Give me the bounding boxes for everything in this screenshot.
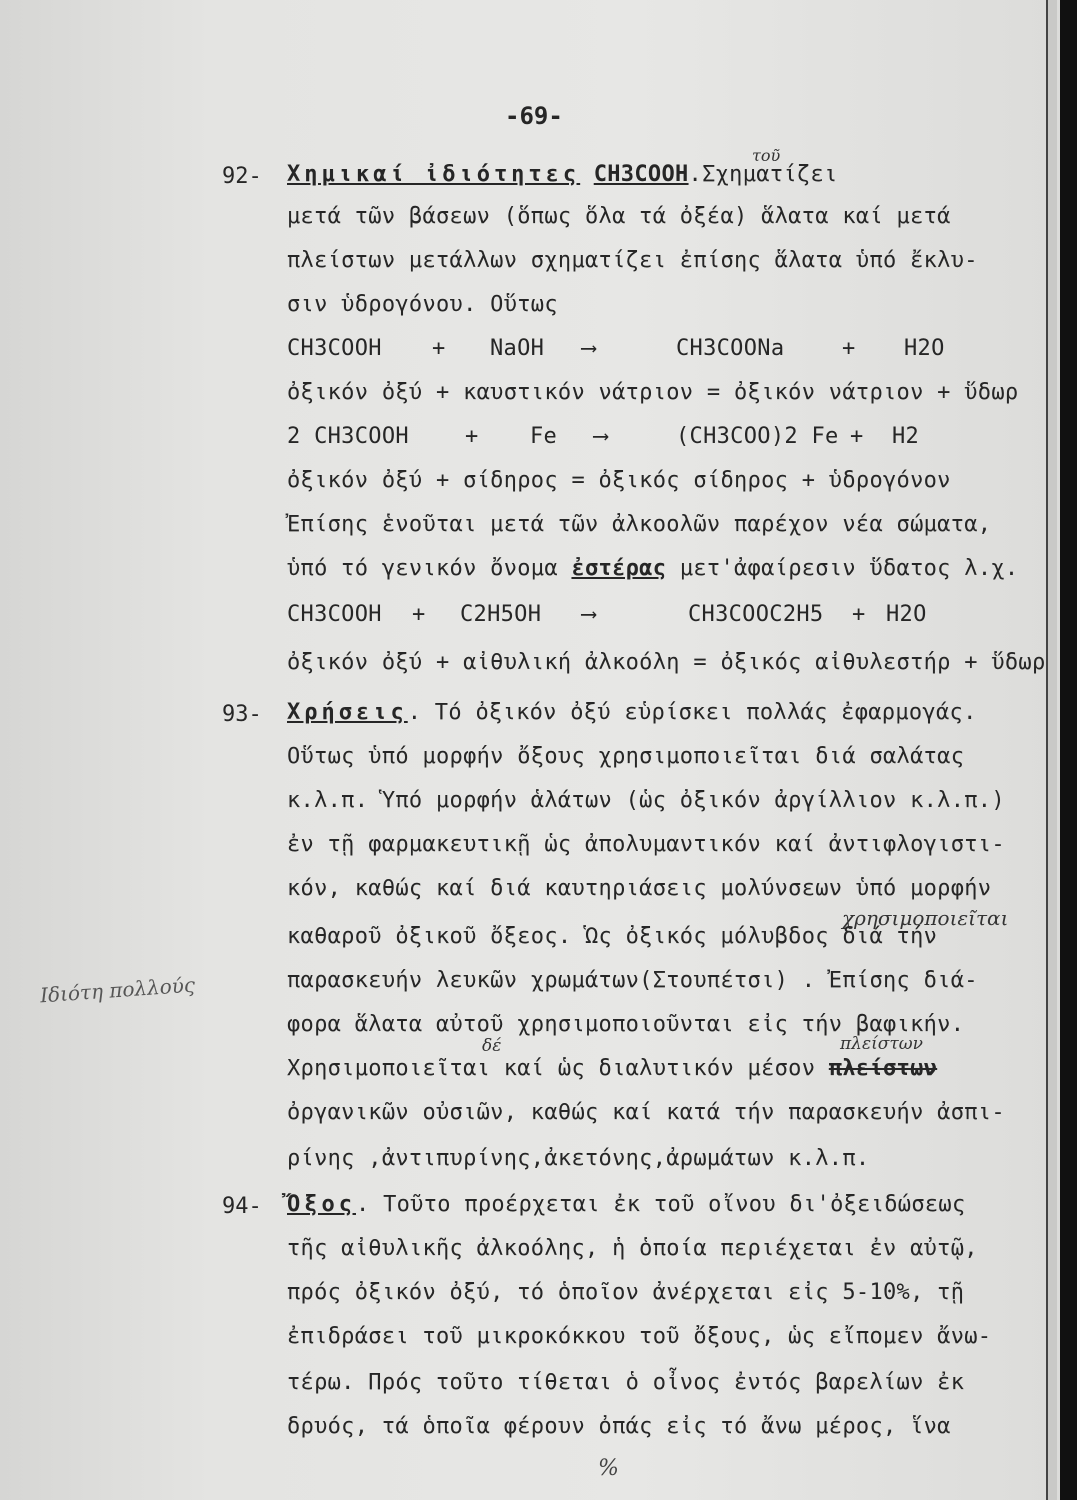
section-93-line-5: καθαροῦ ὀξικοῦ ὄξεος. Ὡς ὀξικός μόλυβδος διά τήν (287, 924, 938, 949)
section-93-line-3: ἐν τῇ φαρμακευτικῇ ὡς ἀπολυμαντικόν καί ἀντιφλογιστι- (287, 832, 1005, 857)
section-92-line-1: μετά τῶν βάσεων (ὅπως ὅλα τά ὀξέα) ἅλατα καί μετά (287, 204, 951, 229)
section-92-line-2: πλείστων μετάλλων σχηματίζει ἐπίσης ἅλατα ὑπό ἔκλυ- (287, 248, 978, 273)
section-92-line-0: .Σχηματίζει (688, 162, 838, 187)
section-93-line-6: παρασκευήν λευκῶν χρωμάτων(Στουπέτσι) . Ἐπίσης διά- (287, 968, 978, 993)
handwritten-insert-2: δέ (482, 1036, 502, 1056)
eq1-term: CH3COOH (287, 336, 382, 361)
eq2-names: ὀξικόν ὀξύ + σίδηρος = ὀξικός σίδηρος + ὑδρογόνον (287, 468, 951, 493)
section-94-line-5: δρυός, τά ὁποῖα φέρουν ὀπάς εἰς τό ἄνω μέρος, ἵνα (287, 1414, 951, 1439)
eq3-term: CH3COOC2H5 (688, 602, 824, 627)
eq1-plus: + (842, 336, 856, 361)
section-number-92: 92- (222, 164, 262, 189)
section-93-line-7: φορα ἅλατα αὐτοῦ χρησιμοποιοῦνται εἰς τήν βαφικήν. (287, 1012, 965, 1037)
section-93-line-8: Χρησιμοποιεῖται καί ὡς διαλυτικόν μέσον (287, 1056, 816, 1081)
page-edge (1046, 0, 1057, 1500)
eq3-plus: + (412, 602, 426, 627)
reaction-arrow: ⟶ (594, 424, 608, 449)
page-number: -69- (505, 102, 563, 130)
section-93-heading-line (287, 700, 977, 726)
section-92-line-3: σιν ὑδρογόνου. Οὕτως (287, 292, 558, 317)
ester-line-1 (287, 556, 1018, 582)
section-92-heading-line (287, 162, 838, 188)
section-94-line-2: πρός ὀξικόν ὀξύ, τό ὁποῖον ἀνέρχεται εἰς 5-10%, τῇ (287, 1280, 965, 1305)
section-number-94: 94- (222, 1194, 262, 1219)
section-94-line-1: τῆς αἰθυλικῆς ἀλκοόλης, ἡ ὁποία περιέχεται ἐν αὐτῷ, (287, 1236, 978, 1261)
eq3-term: C2H5OH (460, 602, 542, 627)
reaction-arrow: ⟶ (582, 602, 596, 627)
eq1-term: NaOH (490, 336, 545, 361)
eq2-term: Fe (530, 424, 558, 449)
handwritten-insert-1: χρησιμοποιεῖται (842, 906, 1009, 930)
section-93-line-8-wrap (287, 1056, 937, 1082)
eq1-names: ὀξικόν ὀξύ + καυστικόν νάτριον = ὀξικόν νάτριον + ὕδωρ (287, 380, 1019, 405)
eq2-term: H2 (892, 424, 920, 449)
struck-word: πλείστων (828, 1056, 938, 1081)
ester-text-b: μετ'ἀφαίρεσιν ὕδατος λ.χ. (679, 556, 1019, 581)
section-93-heading: Χρήσεις (287, 700, 408, 725)
handwritten-annotation-tou: τοῦ (752, 146, 781, 165)
eq3-names: ὀξικόν ὀξύ + αἰθυλική ἀλκοόλη = ὀξικός αἰθυλεστήρ + ὕδωρ (287, 650, 1046, 675)
eq3-term: H2O (886, 602, 927, 627)
reaction-arrow: ⟶ (582, 336, 596, 361)
section-93-line-2: κ.λ.π. Ὑπό μορφήν ἁλάτων (ὡς ὀξικόν ἀργίλλιον κ.λ.π.) (287, 788, 1005, 813)
ester-text-a: ὑπό τό γενικόν ὄνομα (287, 556, 558, 581)
eq2-plus: + (465, 424, 479, 449)
ester-term: ἐστέρας (571, 556, 667, 581)
section-93-line-1: Οὕτως ὑπό μορφήν ὄξους χρησιμοποιεῖται διά σαλάτας (287, 744, 965, 769)
section-92-heading: Χημικαί ἰδιότητες (287, 162, 581, 187)
handwritten-insert-3: πλείστων (840, 1034, 923, 1054)
eq2-term: 2 CH3COOH (287, 424, 409, 449)
eq2-term: (CH3COO)2 Fe (676, 424, 839, 449)
section-number-93: 93- (222, 702, 262, 727)
margin-handwritten-note: Ιδιότη πολλούς (39, 972, 196, 1008)
section-93-line-4: κόν, καθώς καί διά καυτηριάσεις μολύνσεων ὑπό μορφήν (287, 876, 992, 901)
section-93-line-10: ρίνης ,ἀντιπυρίνης,ἀκετόνης,ἀρωμάτων κ.λ.π. (287, 1146, 870, 1171)
footer-mark: % (598, 1456, 619, 1481)
ester-line-0: Ἐπίσης ἑνοῦται μετά τῶν ἀλκοολῶν παρέχον νέα σώματα, (287, 512, 992, 537)
eq1-plus: + (432, 336, 446, 361)
eq3-plus: + (852, 602, 866, 627)
section-94-heading: Ὄξος (287, 1192, 356, 1217)
section-94-line-0: . Τοῦτο προέρχεται ἐκ τοῦ οἴνου δι'ὀξειδώσεως (355, 1192, 966, 1217)
eq2-plus: + (850, 424, 864, 449)
section-94-heading-line (287, 1192, 966, 1218)
section-93-line-0: . Τό ὀξικόν ὀξύ εὑρίσκει πολλάς ἐφαρμογάς. (407, 700, 977, 725)
eq1-term: H2O (904, 336, 945, 361)
section-94-line-3: ἐπιδράσει τοῦ μικροκόκκου τοῦ ὄξους, ὡς εἴπομεν ἄνω- (287, 1324, 992, 1349)
eq3-term: CH3COOH (287, 602, 382, 627)
section-94-line-4: τέρω. Πρός τοῦτο τίθεται ὁ οἶνος ἐντός βαρελίων ἐκ (287, 1370, 965, 1395)
heading-formula: CH3COOH (593, 162, 689, 187)
section-93-line-9: ὀργανικῶν οὐσιῶν, καθώς καί κατά τήν παρασκευήν ἀσπι- (287, 1100, 1005, 1125)
eq1-term: CH3COONa (676, 336, 785, 361)
scan-border (1060, 0, 1077, 1500)
